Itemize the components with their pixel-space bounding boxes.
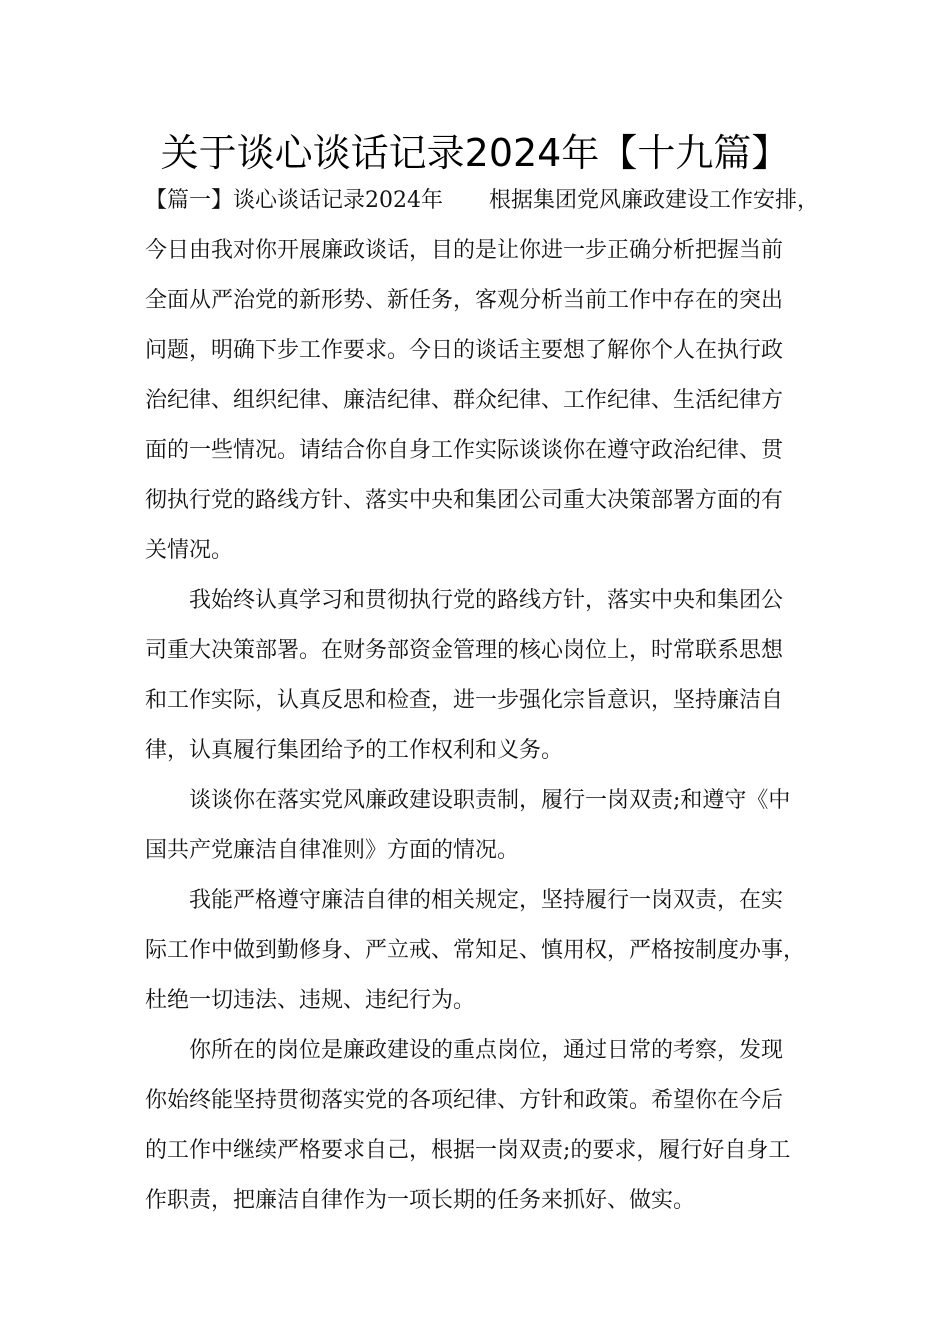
paragraph-line: 司重大决策部署。在财务部资金管理的核心岗位上，时常联系思想 bbox=[145, 638, 784, 663]
paragraph-line: 我能严格遵守廉洁自律的相关规定，坚持履行一岗双责，在实 bbox=[189, 888, 784, 913]
paragraph-line: 和工作实际，认真反思和检查，进一步强化宗旨意识，坚持廉洁自 bbox=[145, 688, 784, 713]
paragraph-line: 的工作中继续严格要求自己，根据一岗双责;的要求，履行好自身工 bbox=[145, 1138, 791, 1163]
document-title: 关于谈心谈话记录2024年【十九篇】 bbox=[160, 131, 790, 175]
paragraph-line: 我始终认真学习和贯彻执行党的路线方针，落实中央和集团公 bbox=[189, 588, 784, 613]
paragraph-line: 面的一些情况。请结合你自身工作实际谈谈你在遵守政治纪律、贯 bbox=[145, 438, 784, 463]
paragraph-line: 作职责，把廉洁自律作为一项长期的任务来抓好、做实。 bbox=[145, 1188, 696, 1213]
paragraph-line: 际工作中做到勤修身、严立戒、常知足、慎用权，严格按制度办事， bbox=[145, 938, 806, 963]
section-heading: 【篇一】谈心谈话记录2024年 bbox=[145, 188, 443, 213]
paragraph-line: 律，认真履行集团给予的工作权利和义务。 bbox=[145, 738, 564, 763]
paragraph-line: 全面从严治党的新形势、新任务，客观分析当前工作中存在的突出 bbox=[145, 288, 784, 313]
paragraph-line: 国共产党廉洁自律准则》方面的情况。 bbox=[145, 838, 520, 863]
paragraph-line: 问题，明确下步工作要求。今日的谈话主要想了解你个人在执行政 bbox=[145, 338, 784, 363]
paragraph-line: 谈谈你在落实党风廉政建设职责制，履行一岗双责;和遵守《中 bbox=[189, 788, 791, 813]
paragraph-line: 根据集团党风廉政建设工作安排， bbox=[489, 188, 820, 213]
paragraph-line: 你所在的岗位是廉政建设的重点岗位，通过日常的考察，发现 bbox=[189, 1038, 784, 1063]
paragraph-line: 关情况。 bbox=[145, 538, 234, 563]
paragraph-line: 彻执行党的路线方针、落实中央和集团公司重大决策部署方面的有 bbox=[145, 488, 784, 513]
paragraph-line: 治纪律、组织纪律、廉洁纪律、群众纪律、工作纪律、生活纪律方 bbox=[145, 388, 784, 413]
paragraph-line: 你始终能坚持贯彻落实党的各项纪律、方针和政策。希望你在今后 bbox=[145, 1088, 784, 1113]
paragraph-line-first bbox=[145, 186, 819, 216]
paragraph-line: 杜绝一切违法、违规、违纪行为。 bbox=[145, 988, 476, 1013]
paragraph-line: 今日由我对你开展廉政谈话，目的是让你进一步正确分析把握当前 bbox=[145, 238, 784, 263]
